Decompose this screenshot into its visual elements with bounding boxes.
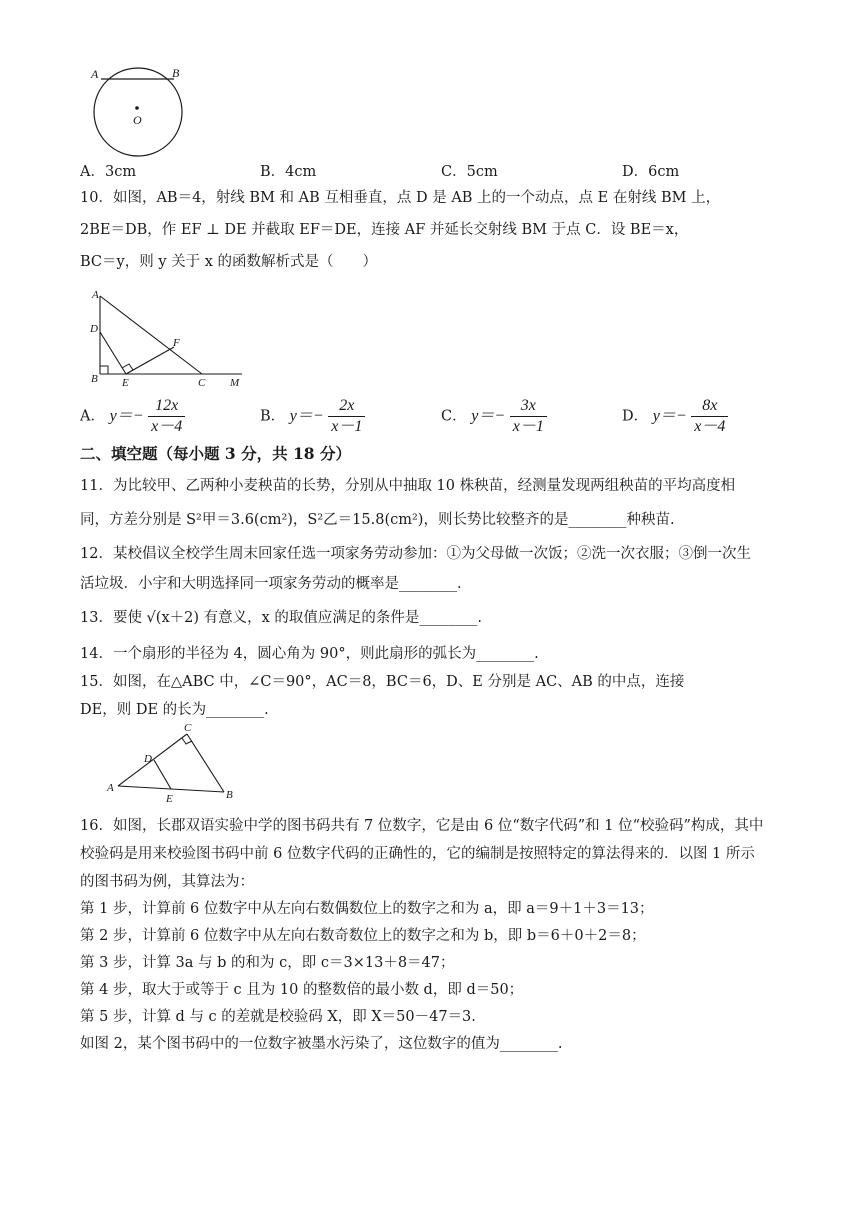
q16-step-4: 第 4 步，取大于或等于 c 且为 10 的整数倍的最小数 d，即 d＝50； (80, 982, 524, 998)
q16-step-5: 第 5 步，计算 d 与 c 的差就是校验码 X，即 X＝50－47＝3. (80, 1009, 476, 1025)
q15-label-b: B (226, 789, 233, 801)
q10-line-3: BC＝y，则 y 关于 x 的函数解析式是（ ） (80, 254, 378, 270)
q9-label-a: A (91, 67, 99, 81)
q9-option-a: A．3cm (80, 164, 137, 180)
q10-line-2: 2BE＝DB，作 EF ⊥ DE 并截取 EF＝DE，连接 AF 并延长交射线 BM 于点 C．设 BE＝x， (80, 222, 689, 238)
q10-option-d (622, 396, 728, 437)
q10-option-b-lhs: y＝− (289, 407, 324, 425)
q16-line-3: 的图书码为例，其算法为： (80, 874, 254, 890)
q11-line-1: 11．为比较甲、乙两种小麦秧苗的长势，分别从中抽取 10 株秧苗，经测量发现两组秧苗的平均高度相 (80, 478, 736, 494)
q10-option-b (260, 396, 365, 437)
q16-line-2: 校验码是用来校验图书码中前 6 位数字代码的正确性的，它的编制是按照特定的算法得来的．以图 1 所示 (80, 846, 755, 862)
q10-option-a-den: x－4 (151, 418, 183, 435)
q15-label-a: A (107, 782, 114, 794)
q15-line-2: DE，则 DE 的长为________. (80, 702, 269, 718)
q10-option-a-num: 12x (148, 396, 185, 417)
q15-label-d: D (144, 753, 152, 765)
q16-line-1: 16．如图，长郡双语实验中学的图书码共有 7 位数字，它是由 6 位“数字代码”和 1 位“校验码”构成，其中 (80, 818, 764, 834)
q15-label-c: C (184, 722, 192, 734)
q9-option-c: C．5cm (441, 164, 498, 180)
q9-label-b: B (172, 66, 180, 80)
q12-line-1: 12．某校倡议全校学生周末回家任选一项家务劳动参加：①为父母做一次饭；②洗一次衣服；③倒一次生 (80, 546, 751, 562)
q11-line-2: 同，方差分别是 S²甲＝3.6(cm²)，S²乙＝15.8(cm²)，则长势比较整齐的是________种秧苗. (80, 512, 675, 528)
q15-label-e: E (166, 793, 173, 805)
q10-option-c-den: x－1 (512, 418, 544, 435)
q10-label-d: D (90, 323, 98, 335)
q10-option-a-label: A． (80, 408, 105, 425)
q16-step-1: 第 1 步，计算前 6 位数字中从左向右数偶数位上的数字之和为 a，即 a＝9＋1＋3＝13； (80, 901, 654, 917)
q10-option-d-num: 8x (691, 396, 728, 417)
q10-option-d-label: D． (622, 408, 649, 425)
q10-option-d-lhs: y＝− (652, 407, 687, 425)
q10-option-c-lhs: y＝− (471, 407, 506, 425)
q10-option-c-num: 3x (510, 396, 547, 417)
q10-option-a (80, 396, 185, 437)
q10-label-f: F (173, 337, 180, 349)
q16-step-3: 第 3 步，计算 3a 与 b 的和为 c，即 c＝3×13＋8＝47； (80, 955, 455, 971)
q14-text: 14．一个扇形的半径为 4，圆心角为 90°，则此扇形的弧长为________. (80, 646, 539, 662)
q10-option-c-label: C． (441, 408, 467, 425)
q10-label-b: B (91, 373, 98, 385)
q10-figure (84, 284, 249, 390)
q10-label-m: M (230, 377, 240, 389)
q10-option-d-den: x－4 (694, 418, 726, 435)
q10-option-b-den: x－1 (331, 418, 363, 435)
q10-label-e: E (122, 377, 129, 389)
q12-line-2: 活垃圾．小宇和大明选择同一项家务劳动的概率是________. (80, 576, 462, 592)
q10-label-a: A (92, 289, 99, 301)
q9-option-b: B．4cm (260, 164, 317, 180)
q13-text: 13．要使 √(x＋2) 有意义，x 的取值应满足的条件是________. (80, 610, 483, 626)
q16-last-line: 如图 2，某个图书码中的一位数字被墨水污染了，这位数字的值为________. (80, 1036, 563, 1052)
q10-option-c (441, 396, 547, 437)
q10-option-b-label: B． (260, 408, 286, 425)
q9-label-o: O (133, 113, 142, 127)
q10-label-c: C (198, 377, 206, 389)
q15-line-1: 15．如图，在△ABC 中，∠C＝90°，AC＝8，BC＝6，D、E 分别是 AC、AB 的中点，连接 (80, 674, 685, 690)
q9-circle-figure (84, 62, 194, 158)
q9-option-d: D．6cm (622, 164, 680, 180)
q10-line-1: 10．如图，AB＝4，射线 BM 和 AB 互相垂直，点 D 是 AB 上的一个动点，点 E 在射线 BM 上， (80, 190, 721, 206)
q15-figure (104, 720, 244, 806)
q10-option-a-lhs: y＝− (109, 407, 144, 425)
q10-option-b-num: 2x (328, 396, 365, 417)
q16-step-2: 第 2 步，计算前 6 位数字中从左向右数奇数位上的数字之和为 b，即 b＝6＋0＋2＝8； (80, 928, 646, 944)
section-2-heading: 二、填空题（每小题 3 分，共 18 分） (80, 444, 351, 463)
